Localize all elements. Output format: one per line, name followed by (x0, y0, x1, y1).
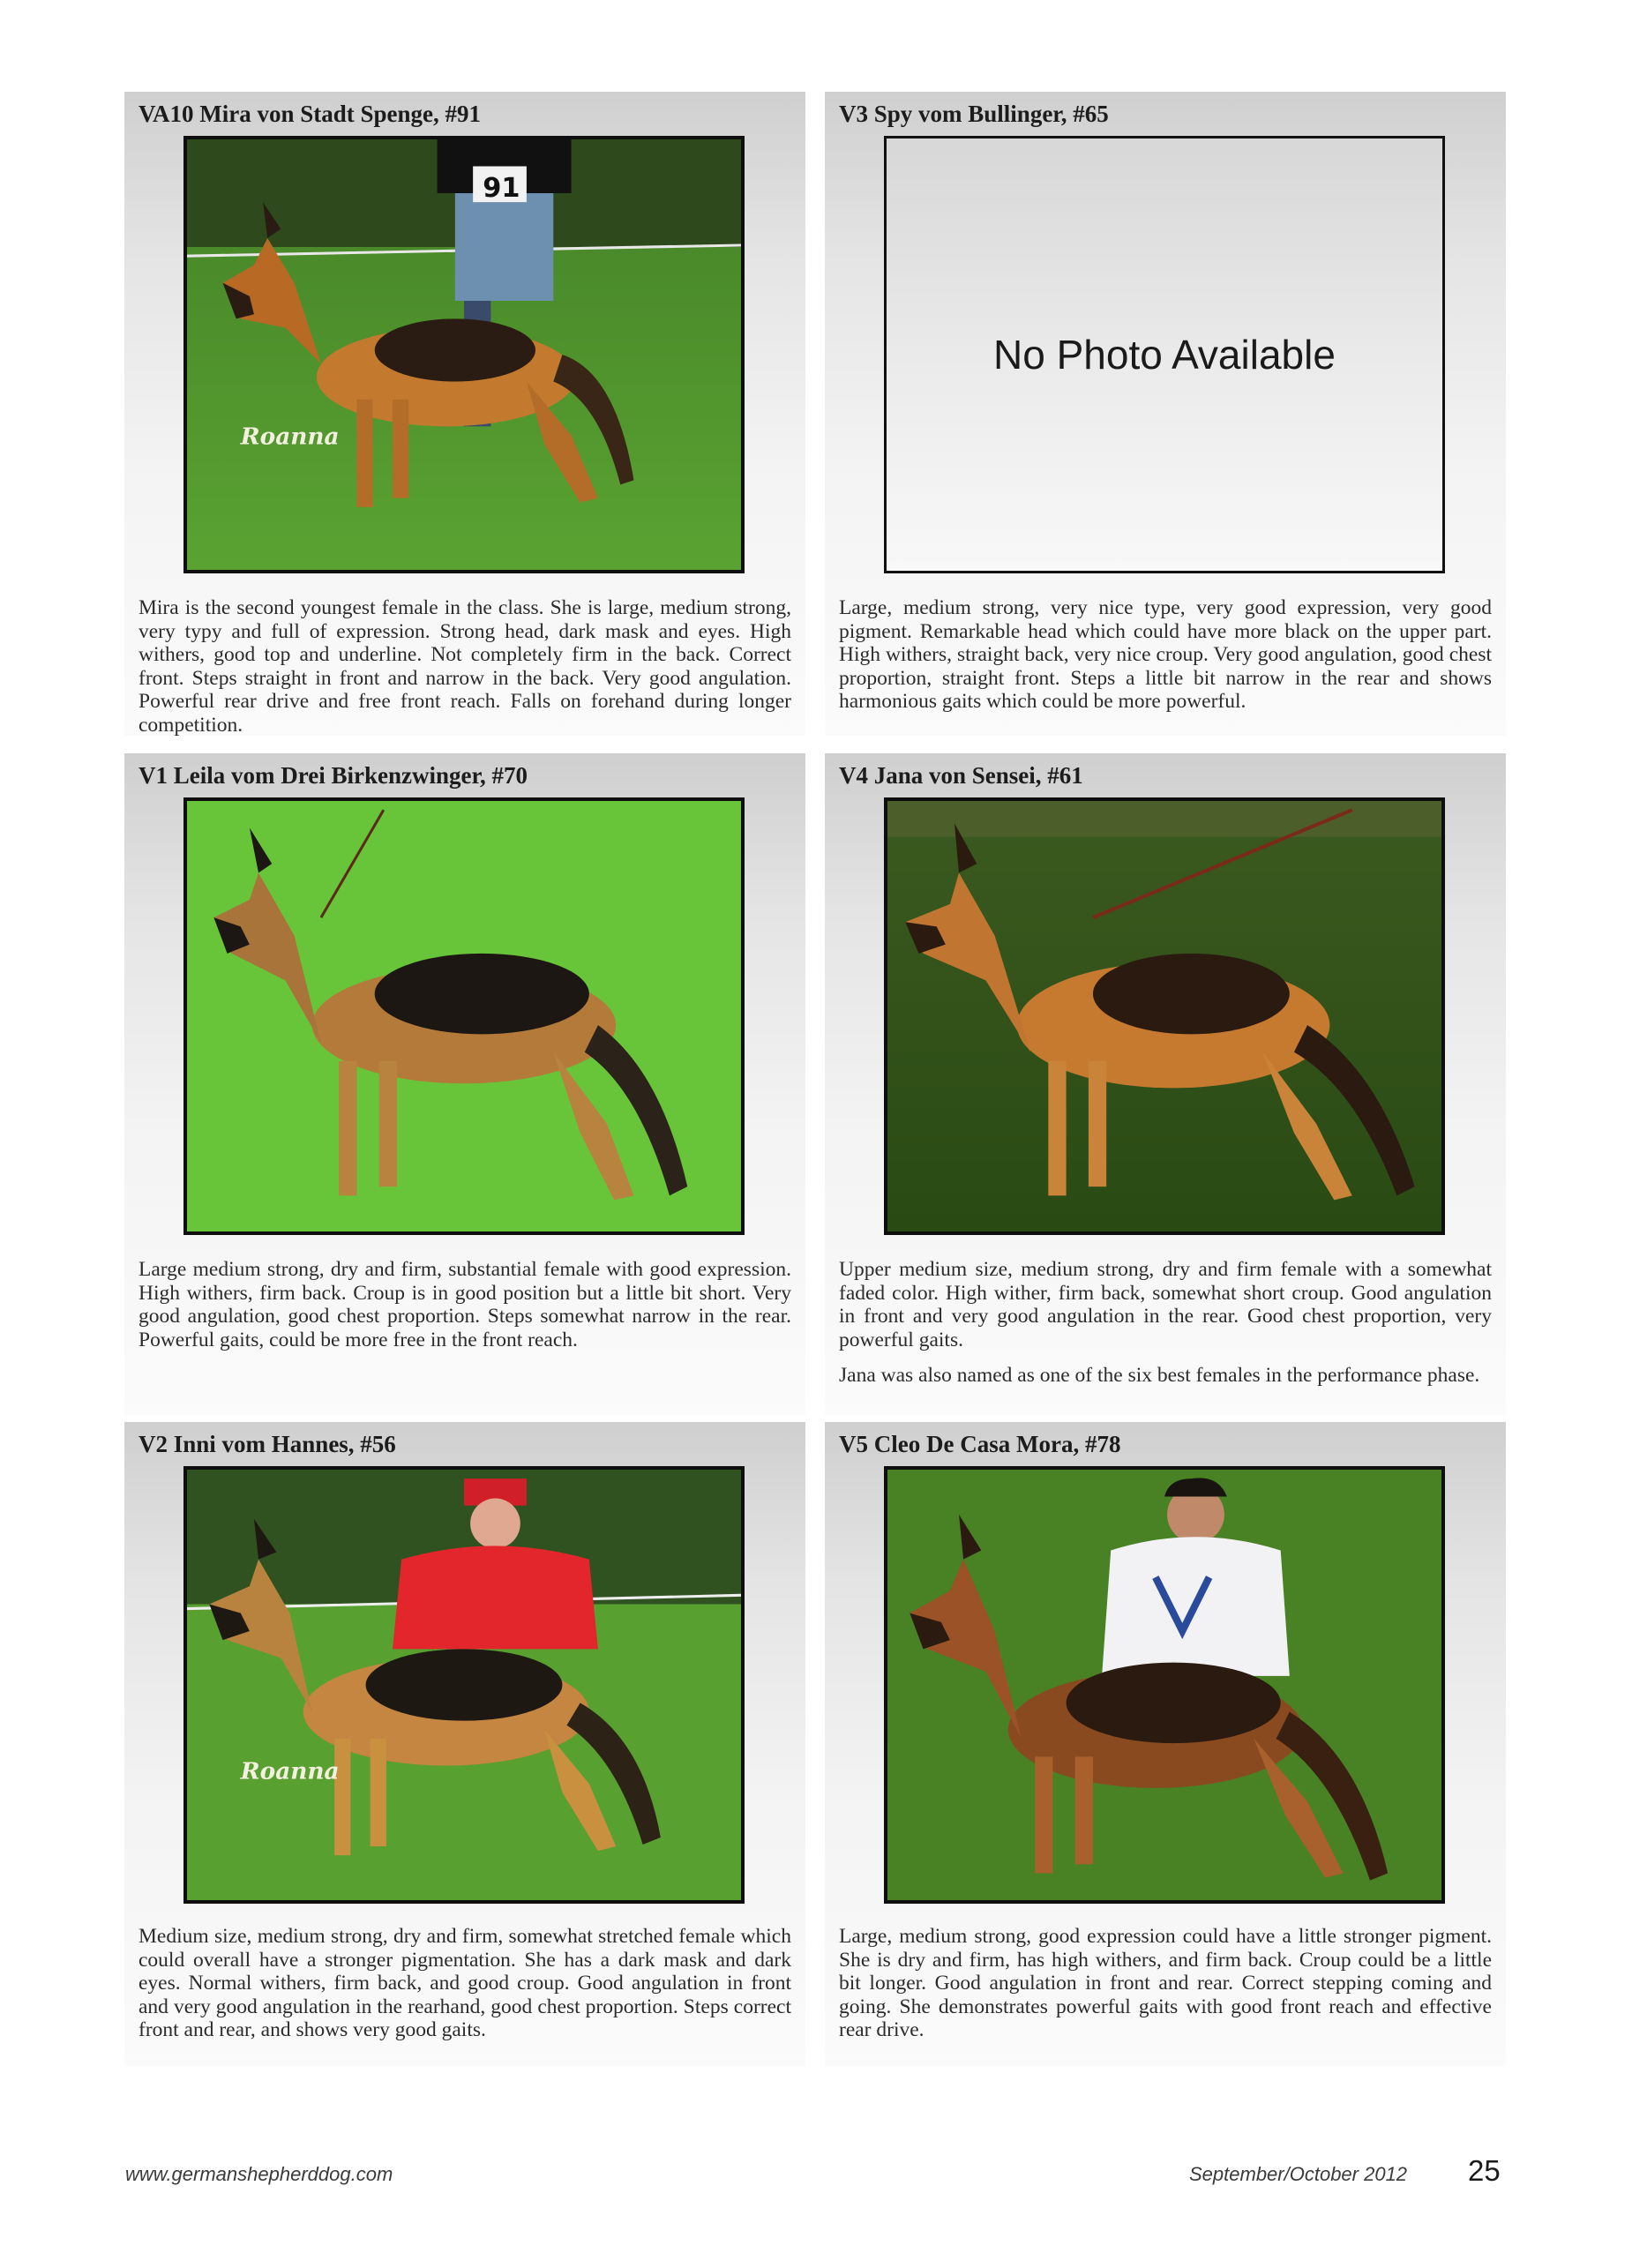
entry-title: V4 Jana von Sensei, #61 (839, 762, 1083, 789)
photo-watermark: Roanna (240, 423, 340, 451)
entry-description (839, 1925, 1492, 2055)
entry-title: V3 Spy vom Bullinger, #65 (839, 101, 1109, 127)
entry-title: V1 Leila vom Drei Birkenzwinger, #70 (138, 762, 528, 789)
page-number: 25 (1468, 2154, 1501, 2187)
no-photo-placeholder (884, 136, 1445, 573)
footer-issue: September/October 2012 (1189, 2163, 1408, 2185)
description-paragraph: Upper medium size, medium strong, dry and firm female with a somewhat faded color. High wither, firm back, somewhat short croup. Good angulation in front and very good angulation in the rear. Good chest proportion, very powerful gaits. (839, 1258, 1492, 1351)
entry-card-inni (124, 1422, 805, 2066)
entry-card-jana (825, 753, 1506, 1415)
dog-photo (187, 1470, 741, 1900)
entry-card-mira (124, 92, 805, 736)
entry-description (138, 596, 791, 749)
entry-card-spy (825, 92, 1506, 736)
description-paragraph: Mira is the second youngest female in the class. She is large, medium strong, very typy and full of expression. Strong head, dark mask and eyes. High withers, good top and underline. Not completely firm in the back. Correct front. Steps straight in front and narrow in the back. Very good angulation. Powerful rear drive and free front reach. Falls on forehand during longer competition. (138, 596, 791, 737)
footer-url[interactable]: www.germanshepherddog.com (125, 2163, 393, 2185)
entry-description (839, 1258, 1492, 1400)
description-paragraph: Large, medium strong, good expression could have a little stronger pigment. She is dry and firm, has high withers, and firm back. Croup could be a little bit longer. Good angulation in front and rear. Correct stepping coming and going. She demonstrates powerful gaits with good front reach and effective rear drive. (839, 1925, 1492, 2041)
description-paragraph: Medium size, medium strong, dry and firm, somewhat stretched female which could overall have a stronger pigmentation. She has a dark mask and dark eyes. Normal withers, firm back, and good croup. Good angulation in front and very good angulation in the rearhand, good chest proportion. Steps correct front and rear, and shows very good gaits. (138, 1925, 791, 2041)
entry-description (138, 1925, 791, 2055)
entry-description (138, 1258, 791, 1364)
dog-photo (887, 801, 1441, 1231)
entry-card-leila (124, 753, 805, 1415)
photo-watermark: Roanna (240, 1757, 340, 1785)
entry-title: V2 Inni vom Hannes, #56 (138, 1431, 396, 1457)
entry-title: V5 Cleo De Casa Mora, #78 (839, 1431, 1121, 1457)
dog-photo-frame (183, 136, 745, 573)
entry-title: VA10 Mira von Stadt Spenge, #91 (138, 101, 482, 127)
description-paragraph: Large, medium strong, very nice type, very good expression, very good pigment. Remarkable head which could have more black on the upper part. High withers, straight back, very nice croup. Very good angulation, good chest proportion, straight front. Steps a little bit narrow in the rear and shows harmonious gaits which could be more powerful. (839, 596, 1492, 713)
no-photo-text: No Photo Available (993, 332, 1336, 378)
entry-card-cleo (825, 1422, 1506, 2066)
dog-photo-frame (183, 797, 745, 1235)
bib-number: 91 (483, 173, 520, 205)
dog-photo-frame (884, 1466, 1445, 1904)
dog-photo (887, 1470, 1441, 1900)
entry-description (839, 596, 1492, 726)
description-paragraph: Jana was also named as one of the six best females in the performance phase. (839, 1364, 1480, 1387)
dog-photo-frame (884, 797, 1445, 1235)
description-paragraph: Large medium strong, dry and firm, substantial female with good expression. High withers, firm back. Croup is in good position but a little bit short. Very good angulation, good chest proportion. Steps somewhat narrow in the rear. Powerful gaits, could be more free in the front reach. (138, 1258, 791, 1351)
dog-photo (187, 139, 741, 570)
dog-photo-frame (183, 1466, 745, 1904)
dog-photo (187, 801, 741, 1231)
